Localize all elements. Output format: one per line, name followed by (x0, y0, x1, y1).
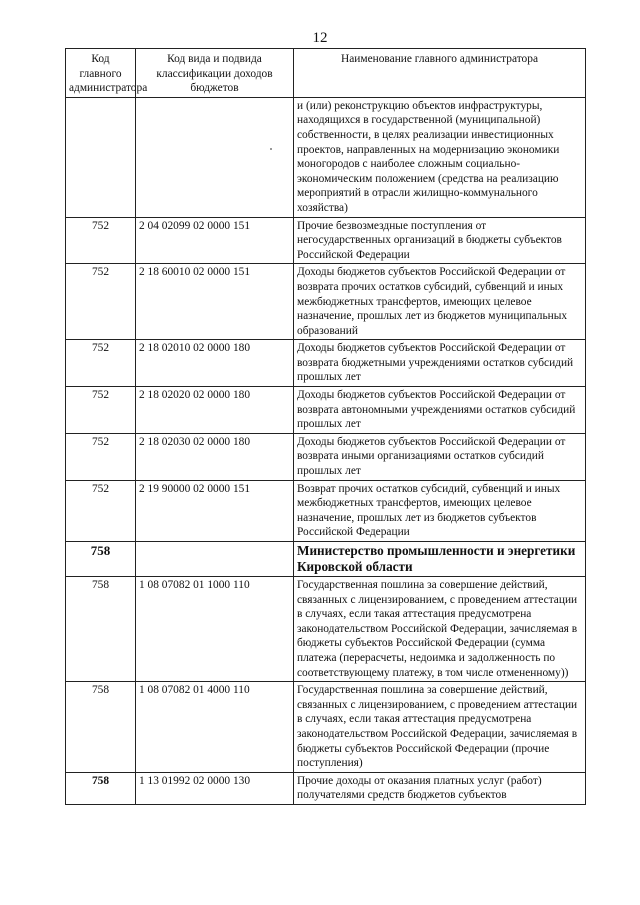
header-admin-code: Код главного администратора (66, 49, 136, 98)
admin-code-cell: 752 (66, 217, 136, 264)
income-code-cell (136, 542, 294, 577)
table-row (66, 97, 586, 217)
admin-name-cell: Прочие доходы от оказания платных услуг (работ) получателями средств бюджетов субъектов (294, 772, 586, 804)
admin-code-cell (66, 97, 136, 217)
table-row (66, 217, 586, 264)
income-administrators-table (65, 48, 586, 805)
admin-code-cell: 752 (66, 264, 136, 340)
admin-code-cell: 752 (66, 340, 136, 387)
income-code-cell: 2 18 02030 02 0000 180 (136, 433, 294, 480)
income-code-cell: 2 18 02020 02 0000 180 (136, 387, 294, 434)
admin-code-cell: 758 (66, 772, 136, 804)
admin-name-cell: Доходы бюджетов субъектов Российской Федерации от возврата бюджетными учреждениями остатков субсидий прошлых лет (294, 340, 586, 387)
table-row (66, 387, 586, 434)
table-row (66, 480, 586, 541)
admin-code-cell: 758 (66, 542, 136, 577)
income-code-cell: 2 19 90000 02 0000 151 (136, 480, 294, 541)
admin-name-cell: Доходы бюджетов субъектов Российской Федерации от возврата автономными учреждениями остатков субсидий прошлых лет (294, 387, 586, 434)
admin-code-cell: 758 (66, 577, 136, 682)
admin-code-cell: 752 (66, 480, 136, 541)
admin-code-cell: 758 (66, 682, 136, 773)
table-row (66, 340, 586, 387)
income-code-cell: 2 18 02010 02 0000 180 (136, 340, 294, 387)
table-row-ministry-heading (66, 542, 586, 577)
table-row (66, 577, 586, 682)
admin-name-cell: Государственная пошлина за совершение действий, связанных с лицензированием, с проведением аттестации в случаях, если такая аттестация предусмотрена законодательством Российской Федерации, зачисляемая в бюджеты субъектов Российской Федерации (сумма платежа (перерасчеты, недоимка и задолженность по соответствующему платежу, в том числе отмененному)) (294, 577, 586, 682)
income-code-cell: 2 18 60010 02 0000 151 (136, 264, 294, 340)
table-header-row (66, 49, 586, 98)
admin-name-cell: и (или) реконструкцию объектов инфраструктуры, находящихся в государственной (муниципальной) собственности, в целях реализации инвестиционных проектов, направленных на модернизацию экономики моногородов с наиболее сложным социально-экономическим положением (средства на реализацию мероприятий в отрасли жилищно-коммунального хозяйства) (294, 97, 586, 217)
header-income-code: Код вида и подвида классификации доходов бюджетов (136, 49, 294, 98)
admin-name-cell: Доходы бюджетов субъектов Российской Федерации от возврата прочих остатков субсидий, субвенций и иных межбюджетных трансфертов, имеющих целевое назначение, прошлых лет из бюджетов муниципальных образований (294, 264, 586, 340)
table-row (66, 264, 586, 340)
income-code-cell (136, 97, 294, 217)
admin-name-cell: Государственная пошлина за совершение действий, связанных с лицензированием, с проведением аттестации в случаях, если такая аттестация предусмотрена законодательством Российской Федерации, зачисляемая в бюджеты субъектов Российской Федерации (прочие поступления) (294, 682, 586, 773)
page-number: 12 (312, 30, 328, 46)
admin-name-cell: Министерство промышленности и энергетики Кировской области (294, 542, 586, 577)
table-row (66, 682, 586, 773)
income-code-cell: 1 13 01992 02 0000 130 (136, 772, 294, 804)
table-row (66, 772, 586, 804)
admin-code-cell: 752 (66, 387, 136, 434)
admin-code-cell: 752 (66, 433, 136, 480)
table-row (66, 433, 586, 480)
admin-name-cell: Прочие безвозмездные поступления от негосударственных организаций в бюджеты субъектов Российской Федерации (294, 217, 586, 264)
header-admin-name: Наименование главного администратора (294, 49, 586, 98)
admin-name-cell: Возврат прочих остатков субсидий, субвенций и иных межбюджетных трансфертов, имеющих целевое назначение, прошлых лет из бюджетов субъектов Российской Федерации (294, 480, 586, 541)
table-body (66, 97, 586, 804)
income-code-cell: 1 08 07082 01 4000 110 (136, 682, 294, 773)
income-code-cell: 2 04 02099 02 0000 151 (136, 217, 294, 264)
income-code-cell: 1 08 07082 01 1000 110 (136, 577, 294, 682)
admin-name-cell: Доходы бюджетов субъектов Российской Федерации от возврата иными организациями остатков субсидий прошлых лет (294, 433, 586, 480)
